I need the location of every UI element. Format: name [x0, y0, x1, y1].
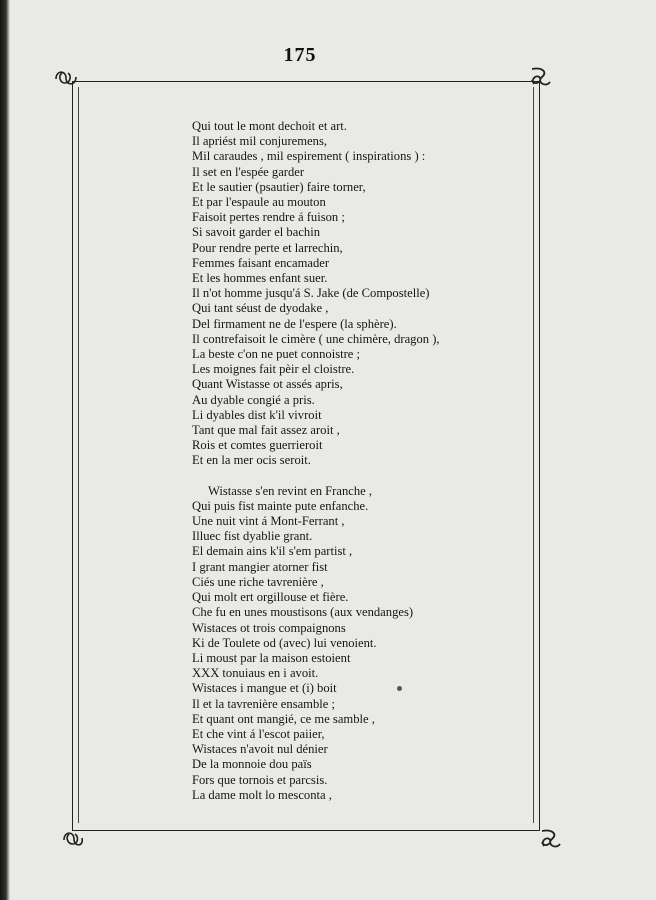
poem-line: Wistaces n'avoit nul dénier: [192, 742, 328, 757]
poem-line: De la monnoie dou païs: [192, 757, 312, 772]
stanza-break: [192, 469, 512, 484]
poem-line: Li moust par la maison estoient: [192, 650, 351, 665]
poem-line: Mil caraudes , mil espirement ( inspirations ) :: [192, 149, 426, 164]
poem-line: Une nuit vint á Mont-Ferrant ,: [192, 514, 345, 529]
poem-line: La dame molt lo mesconta ,: [192, 787, 332, 802]
poem-line: Il apriést mil conjuremens,: [192, 134, 327, 149]
poem-line: Si savoit garder el bachin: [192, 225, 320, 240]
poem-line: Ki de Toulete od (avec) lui venoient.: [192, 635, 377, 650]
poem-line: Les moignes fait pèir el cloistre.: [192, 362, 355, 377]
page-number: 175: [283, 44, 317, 66]
poem-line: I grant mangier atorner fist: [192, 559, 328, 574]
poem-line: Femmes faisant encamader: [192, 255, 330, 270]
poem-line: Pour rendre perte et larrechin,: [192, 240, 343, 255]
poem-line: Il et la tavrenière ensamble ;: [192, 696, 336, 711]
poem-line: Qui tout le mont dechoit et art.: [192, 119, 347, 133]
stanza-2: [192, 484, 512, 803]
poem-line: Che fu en unes moustisons (aux vendanges): [192, 605, 414, 620]
poem-line: Qui molt ert orgillouse et fière.: [192, 590, 349, 605]
poem-line: Il set en l'espée garder: [192, 164, 305, 179]
poem-line: Rois et comtes guerrieroit: [192, 438, 323, 453]
poem-line: Il contrefaisoit le cimère ( une chimère, dragon ),: [192, 331, 440, 346]
stanza-1: [192, 119, 512, 469]
poem-line: Wistaces ot trois compaignons: [192, 620, 346, 635]
poem-text: [192, 119, 512, 803]
poem-line: Et che vint á l'escot paiier,: [192, 726, 325, 741]
poem-line: Illuec fist dyablie grant.: [192, 529, 313, 544]
poem-line: Et en la mer ocis seroit.: [192, 453, 311, 468]
poem-line: Tant que mal fait assez aroit ,: [192, 423, 340, 438]
poem-line: El demain ains k'il s'em partist ,: [192, 544, 353, 559]
poem-line: Qui puis fist mainte pute enfanche.: [192, 498, 369, 513]
poem-line: Wistasse s'en revint en Franche ,: [208, 483, 373, 498]
poem-line: La beste c'on ne puet connoistre ;: [192, 347, 361, 362]
poem-line: Et les hommes enfant suer.: [192, 271, 328, 286]
poem-line: Au dyable congié a pris.: [192, 392, 315, 407]
poem-line: Et le sautier (psautier) faire torner,: [192, 179, 366, 194]
corner-ornament-icon: [52, 66, 80, 92]
corner-ornament-icon: [536, 826, 564, 852]
poem-line: Ciés une riche tavrenière ,: [192, 574, 324, 589]
corner-ornament-icon: [60, 826, 88, 852]
poem-line: Faisoit pertes rendre á fuison ;: [192, 210, 345, 225]
poem-line: XXX tonuiaus en i avoit.: [192, 666, 319, 681]
corner-ornament-icon: [526, 64, 554, 90]
poem-line: Li dyables dist k'il vivroit: [192, 407, 322, 422]
poem-line: Et par l'espaule au mouton: [192, 195, 326, 210]
poem-line: Del firmament ne de l'espere (la sphère).: [192, 316, 397, 331]
ink-speck: [397, 686, 402, 691]
poem-line: Qui tant séust de dyodake ,: [192, 301, 329, 316]
poem-line: Fors que tornois et parcsis.: [192, 772, 328, 787]
poem-line: Quant Wistasse ot assés apris,: [192, 377, 343, 392]
poem-line: Et quant ont mangié, ce me samble ,: [192, 711, 375, 726]
page-edge-shadow: [0, 0, 10, 900]
poem-line: Wistaces i mangue et (i) boit: [192, 681, 337, 696]
poem-line: Il n'ot homme jusqu'á S. Jake (de Compostelle): [192, 286, 430, 301]
